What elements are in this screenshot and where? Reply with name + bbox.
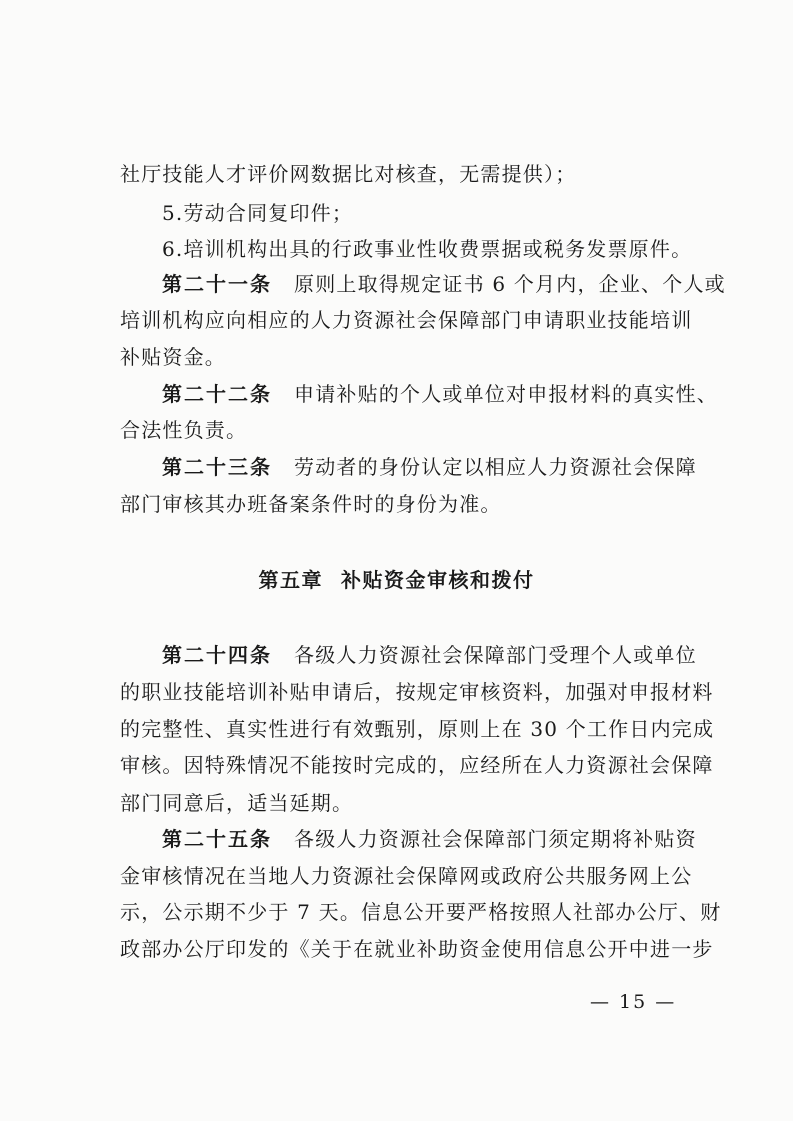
text-line: 补贴资金。	[120, 345, 226, 369]
text-line: 培训机构应向相应的人力资源社会保障部门申请职业技能培训	[120, 308, 693, 332]
chapter-title: 补贴资金审核和拨付	[341, 568, 535, 592]
text-line: 部门审核其办班备案条件时的身份为准。	[120, 492, 502, 516]
text-line: 各级人力资源社会保障部门须定期将补贴资	[294, 827, 697, 851]
article-25-first-line	[162, 822, 697, 856]
text-line: 6.培训机构出具的行政事业性收费票据或税务发票原件。	[162, 237, 693, 261]
text-line: 审核。因特殊情况不能按时完成的，应经所在人力资源社会保障	[120, 753, 714, 777]
article-22-first-line	[162, 377, 718, 411]
text-line: 各级人力资源社会保障部门受理个人或单位	[294, 643, 697, 667]
article-23-first-line	[162, 450, 697, 484]
text-line: 示，公示期不少于 7 天。信息公开要严格按照人社部办公厅、财	[120, 900, 722, 924]
article-24-heading: 第二十四条	[162, 643, 272, 667]
text-line: 合法性负责。	[120, 418, 248, 442]
text-line: 部门同意后，适当延期。	[120, 791, 354, 815]
text-line: 原则上取得规定证书 6 个月内，企业、个人或	[294, 272, 726, 296]
text-line: 金审核情况在当地人力资源社会保障网或政府公共服务网上公	[120, 864, 693, 888]
page-number: — 15 —	[590, 991, 677, 1013]
article-22-heading: 第二十二条	[162, 382, 272, 406]
article-21-first-line	[162, 267, 726, 301]
article-21-heading: 第二十一条	[162, 272, 272, 296]
article-25-heading: 第二十五条	[162, 827, 272, 851]
text-line: 的完整性、真实性进行有效甄别，原则上在 30 个工作日内完成	[120, 717, 715, 741]
article-24-first-line	[162, 638, 697, 672]
text-line: 的职业技能培训补贴申请后，按规定审核资料，加强对申报材料	[120, 680, 714, 704]
chapter-heading	[0, 563, 793, 597]
text-line: 申请补贴的个人或单位对申报材料的真实性、	[294, 382, 718, 406]
article-23-heading: 第二十三条	[162, 455, 272, 479]
text-line: 5.劳动合同复印件；	[162, 201, 354, 225]
text-line: 劳动者的身份认定以相应人力资源社会保障	[294, 455, 697, 479]
text-line: 社厅技能人才评价网数据比对核查，无需提供）；	[120, 162, 577, 186]
text-line: 政部办公厅印发的《关于在就业补助资金使用信息公开中进一步	[120, 937, 714, 961]
chapter-number: 第五章	[258, 568, 323, 592]
